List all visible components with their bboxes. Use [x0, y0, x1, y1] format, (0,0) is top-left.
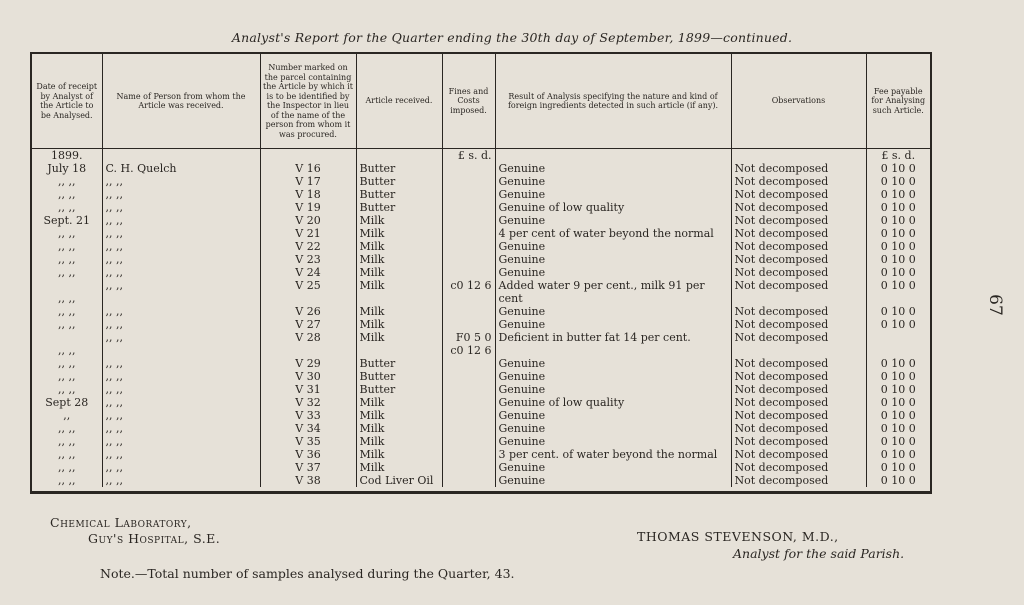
- cell-article: Milk: [356, 214, 442, 227]
- cell-article: [356, 292, 442, 305]
- cell-article: Milk: [356, 318, 442, 331]
- cell-observations: Not decomposed: [731, 448, 866, 461]
- cell-name: ,, ,,: [102, 318, 260, 331]
- cell-fee: [866, 344, 930, 357]
- cell-article: Milk: [356, 331, 442, 344]
- cell-fee: [866, 292, 930, 305]
- table-row: [32, 162, 930, 175]
- cell-result: [495, 344, 731, 357]
- cell-date: ,, ,,: [58, 305, 76, 318]
- cell-article: [356, 344, 442, 357]
- cell-number: [260, 292, 356, 305]
- cell-name: ,, ,,: [102, 409, 260, 422]
- header-observations: Observations: [731, 54, 866, 149]
- cell-number: V 30: [260, 370, 356, 383]
- cell-date: ,, ,,: [58, 318, 76, 331]
- analyst-name: THOMAS STEVENSON, M.D.,: [637, 529, 839, 544]
- table-row: [32, 305, 930, 318]
- cell-result: Genuine: [495, 422, 731, 435]
- cell-date: ,, ,,: [58, 175, 76, 188]
- cell-fines: [442, 318, 495, 331]
- year-label: 1899.: [51, 149, 83, 162]
- cell-result: Deficient in butter fat 14 per cent.: [495, 331, 731, 344]
- cell-article: Milk: [356, 253, 442, 266]
- table-row: [32, 331, 930, 344]
- cell-date: ,, ,,: [58, 474, 76, 487]
- cell-fee: 0 10 0: [866, 162, 930, 175]
- cell-fines: [442, 357, 495, 370]
- cell-fines: [442, 266, 495, 279]
- cell-date: ,, ,,: [58, 448, 76, 461]
- cell-fee: 0 10 0: [866, 461, 930, 474]
- cell-result: 4 per cent of water beyond the normal: [495, 227, 731, 240]
- cell-observations: Not decomposed: [731, 435, 866, 448]
- cell-name: ,, ,,: [102, 266, 260, 279]
- cell-observations: Not decomposed: [731, 461, 866, 474]
- cell-observations: Not decomposed: [731, 214, 866, 227]
- cell-date: ,, ,,: [58, 461, 76, 474]
- cell-article: Milk: [356, 227, 442, 240]
- cell-number: V 38: [260, 474, 356, 487]
- cell-date: ,, ,,: [58, 240, 76, 253]
- table-row: [32, 227, 930, 240]
- cell-result: Genuine: [495, 240, 731, 253]
- cell-name: ,, ,,: [102, 331, 260, 344]
- cell-fines: F0 5 0: [442, 331, 495, 344]
- cell-observations: Not decomposed: [731, 240, 866, 253]
- cell-date: ,, ,,: [58, 357, 76, 370]
- cell-fines: [442, 162, 495, 175]
- cell-number: V 26: [260, 305, 356, 318]
- table-row: [32, 409, 930, 422]
- cell-name: ,, ,,: [102, 188, 260, 201]
- cell-fee: 0 10 0: [866, 214, 930, 227]
- cell-fee: 0 10 0: [866, 383, 930, 396]
- cell-number: V 21: [260, 227, 356, 240]
- cell-fines: [442, 448, 495, 461]
- cell-fee: 0 10 0: [866, 305, 930, 318]
- fines-units: £ s. d.: [442, 149, 495, 163]
- cell-fee: 0 10 0: [866, 227, 930, 240]
- cell-article: Milk: [356, 461, 442, 474]
- cell-name: ,, ,,: [102, 279, 260, 292]
- table-row: [32, 188, 930, 201]
- cell-result: Genuine: [495, 409, 731, 422]
- cell-fines: [442, 214, 495, 227]
- note: Note.—Total number of samples analysed during the Quarter, 43.: [100, 566, 515, 581]
- cell-number: V 28: [260, 331, 356, 344]
- cell-result: Genuine: [495, 266, 731, 279]
- cell-number: V 25: [260, 279, 356, 292]
- cell-fines: [442, 474, 495, 487]
- cell-name: ,, ,,: [102, 396, 260, 409]
- table-row: [32, 266, 930, 279]
- cell-date: ,, ,,: [58, 201, 76, 214]
- cell-fee: 0 10 0: [866, 357, 930, 370]
- cell-name: ,, ,,: [102, 422, 260, 435]
- table-row: [32, 175, 930, 188]
- cell-number: V 32: [260, 396, 356, 409]
- cell-observations: Not decomposed: [731, 227, 866, 240]
- table-row: [32, 292, 930, 305]
- cell-date: ,, ,,: [58, 188, 76, 201]
- table-row: [32, 448, 930, 461]
- table-row: [32, 383, 930, 396]
- cell-observations: Not decomposed: [731, 409, 866, 422]
- lab-name: Chemical Laboratory,: [50, 515, 192, 530]
- cell-name: ,, ,,: [102, 357, 260, 370]
- cell-date: ,, ,,: [58, 253, 76, 266]
- cell-observations: Not decomposed: [731, 175, 866, 188]
- cell-result: Genuine of low quality: [495, 201, 731, 214]
- cell-article: Butter: [356, 201, 442, 214]
- cell-fee: 0 10 0: [866, 448, 930, 461]
- cell-fines: [442, 201, 495, 214]
- cell-date: ,,: [63, 409, 71, 422]
- cell-article: Butter: [356, 383, 442, 396]
- cell-number: V 31: [260, 383, 356, 396]
- header-fee: Fee payable for Analysing such Article.: [866, 54, 930, 149]
- cell-observations: Not decomposed: [731, 357, 866, 370]
- cell-fines: [442, 188, 495, 201]
- cell-observations: Not decomposed: [731, 253, 866, 266]
- cell-article: Butter: [356, 357, 442, 370]
- cell-observations: Not decomposed: [731, 188, 866, 201]
- cell-result: Genuine: [495, 461, 731, 474]
- table-row: [32, 344, 930, 357]
- cell-number: V 18: [260, 188, 356, 201]
- cell-result: Genuine: [495, 370, 731, 383]
- cell-observations: Not decomposed: [731, 422, 866, 435]
- cell-result: Added water 9 per cent., milk 91 per: [495, 279, 731, 292]
- cell-result: Genuine: [495, 253, 731, 266]
- cell-number: V 16: [260, 162, 356, 175]
- cell-fee: 0 10 0: [866, 370, 930, 383]
- cell-article: Milk: [356, 448, 442, 461]
- cell-observations: Not decomposed: [731, 201, 866, 214]
- table-row: [32, 396, 930, 409]
- header-name: Name of Person from whom the Article was received.: [102, 54, 260, 149]
- cell-fines: [442, 409, 495, 422]
- cell-fee: 0 10 0: [866, 318, 930, 331]
- table-row: [32, 435, 930, 448]
- cell-fines: [442, 305, 495, 318]
- table-header-row: [32, 54, 930, 149]
- cell-name: ,, ,,: [102, 201, 260, 214]
- cell-fee: 0 10 0: [866, 201, 930, 214]
- cell-result: Genuine: [495, 188, 731, 201]
- cell-date: July 18: [47, 162, 87, 175]
- cell-fines: c0 12 6: [442, 279, 495, 292]
- cell-number: V 23: [260, 253, 356, 266]
- cell-fee: 0 10 0: [866, 279, 930, 292]
- cell-name: ,, ,,: [102, 383, 260, 396]
- cell-fines: [442, 435, 495, 448]
- cell-observations: [731, 292, 866, 305]
- cell-fines: [442, 370, 495, 383]
- cell-date: ,, ,,: [58, 435, 76, 448]
- cell-name: ,, ,,: [102, 435, 260, 448]
- table-row: [32, 422, 930, 435]
- cell-observations: Not decomposed: [731, 305, 866, 318]
- cell-fee: 0 10 0: [866, 253, 930, 266]
- cell-observations: Not decomposed: [731, 396, 866, 409]
- table-row: [32, 461, 930, 474]
- cell-observations: Not decomposed: [731, 162, 866, 175]
- cell-fee: 0 10 0: [866, 474, 930, 487]
- cell-fee: [866, 331, 930, 344]
- cell-observations: Not decomposed: [731, 279, 866, 292]
- table-row: [32, 474, 930, 487]
- cell-article: Milk: [356, 435, 442, 448]
- cell-article: Milk: [356, 409, 442, 422]
- cell-number: V 27: [260, 318, 356, 331]
- subheader-row: [32, 149, 930, 163]
- cell-result: Genuine: [495, 305, 731, 318]
- cell-fines: [442, 175, 495, 188]
- cell-fee: 0 10 0: [866, 422, 930, 435]
- cell-result: Genuine: [495, 318, 731, 331]
- cell-fee: 0 10 0: [866, 175, 930, 188]
- cell-number: V 20: [260, 214, 356, 227]
- cell-fee: 0 10 0: [866, 266, 930, 279]
- table-row: [32, 214, 930, 227]
- report-table-frame: [30, 52, 932, 494]
- cell-fines: [442, 396, 495, 409]
- cell-result: Genuine: [495, 383, 731, 396]
- table-row: [32, 357, 930, 370]
- cell-number: V 33: [260, 409, 356, 422]
- page-number: 67: [985, 294, 1006, 316]
- header-article: Article received.: [356, 54, 442, 149]
- cell-article: Cod Liver Oil: [356, 474, 442, 487]
- page-title: Analyst's Report for the Quarter ending the 30th day of September, 1899—continued.: [231, 30, 793, 45]
- cell-fines: [442, 240, 495, 253]
- cell-article: Butter: [356, 370, 442, 383]
- cell-name: [102, 292, 260, 305]
- cell-article: Milk: [356, 396, 442, 409]
- cell-result: Genuine of low quality: [495, 396, 731, 409]
- cell-fines: [442, 461, 495, 474]
- cell-article: Milk: [356, 305, 442, 318]
- cell-date: [32, 331, 102, 344]
- cell-article: Milk: [356, 279, 442, 292]
- cell-name: ,, ,,: [102, 253, 260, 266]
- cell-article: Butter: [356, 162, 442, 175]
- table-row: [32, 318, 930, 331]
- cell-number: V 24: [260, 266, 356, 279]
- cell-result: Genuine: [495, 357, 731, 370]
- cell-date: ,, ,,: [58, 227, 76, 240]
- cell-name: ,, ,,: [102, 305, 260, 318]
- cell-number: V 35: [260, 435, 356, 448]
- cell-fines: [442, 292, 495, 305]
- table-row: [32, 370, 930, 383]
- cell-article: Butter: [356, 175, 442, 188]
- table-row: [32, 279, 930, 292]
- cell-name: ,, ,,: [102, 227, 260, 240]
- cell-name: C. H. Quelch: [102, 162, 260, 175]
- cell-observations: Not decomposed: [731, 474, 866, 487]
- cell-article: Butter: [356, 188, 442, 201]
- header-date: Date of receipt by Analyst of the Article to be Analysed.: [32, 54, 102, 149]
- table-row: [32, 240, 930, 253]
- cell-date: ,, ,,: [58, 370, 76, 383]
- table-row: [32, 201, 930, 214]
- cell-fee: 0 10 0: [866, 240, 930, 253]
- cell-date: [32, 279, 102, 292]
- cell-fee: 0 10 0: [866, 188, 930, 201]
- cell-name: ,, ,,: [102, 474, 260, 487]
- cell-date: ,, ,,: [58, 344, 76, 357]
- header-number: Number marked on the parcel containing the Article by which it is to be identified by the Inspector in lieu of the name of the person from whom it was procured.: [260, 54, 356, 149]
- cell-observations: Not decomposed: [731, 318, 866, 331]
- cell-article: Milk: [356, 266, 442, 279]
- cell-number: V 22: [260, 240, 356, 253]
- cell-observations: Not decomposed: [731, 331, 866, 344]
- fee-units: £ s. d.: [866, 149, 930, 163]
- cell-fee: 0 10 0: [866, 396, 930, 409]
- cell-observations: Not decomposed: [731, 370, 866, 383]
- cell-name: ,, ,,: [102, 448, 260, 461]
- cell-name: ,, ,,: [102, 240, 260, 253]
- cell-observations: [731, 344, 866, 357]
- cell-result: Genuine: [495, 214, 731, 227]
- cell-observations: Not decomposed: [731, 266, 866, 279]
- cell-number: V 29: [260, 357, 356, 370]
- analyst-title: Analyst for the said Parish.: [733, 546, 905, 561]
- cell-result: Genuine: [495, 175, 731, 188]
- cell-number: V 37: [260, 461, 356, 474]
- cell-name: ,, ,,: [102, 370, 260, 383]
- header-fines: Fines and Costs imposed.: [442, 54, 495, 149]
- cell-fines: [442, 422, 495, 435]
- cell-number: V 17: [260, 175, 356, 188]
- cell-result: 3 per cent. of water beyond the normal: [495, 448, 731, 461]
- cell-date: Sept 28: [45, 396, 89, 409]
- cell-date: Sept. 21: [43, 214, 90, 227]
- lab-address: Guy's Hospital, S.E.: [88, 531, 221, 546]
- cell-name: [102, 344, 260, 357]
- cell-fee: 0 10 0: [866, 435, 930, 448]
- cell-number: V 36: [260, 448, 356, 461]
- cell-date: ,, ,,: [58, 383, 76, 396]
- cell-result: Genuine: [495, 474, 731, 487]
- cell-fines: [442, 253, 495, 266]
- cell-article: Milk: [356, 240, 442, 253]
- cell-name: ,, ,,: [102, 214, 260, 227]
- cell-fines: c0 12 6: [442, 344, 495, 357]
- cell-observations: Not decomposed: [731, 383, 866, 396]
- cell-fee: 0 10 0: [866, 409, 930, 422]
- cell-fines: [442, 383, 495, 396]
- analysis-report-table: [32, 54, 930, 487]
- cell-date: ,, ,,: [58, 266, 76, 279]
- cell-date: ,, ,,: [58, 292, 76, 305]
- cell-result: Genuine: [495, 162, 731, 175]
- cell-number: V 34: [260, 422, 356, 435]
- cell-fines: [442, 227, 495, 240]
- cell-number: V 19: [260, 201, 356, 214]
- cell-number: [260, 344, 356, 357]
- cell-result: Genuine: [495, 435, 731, 448]
- cell-name: ,, ,,: [102, 461, 260, 474]
- table-row: [32, 253, 930, 266]
- cell-article: Milk: [356, 422, 442, 435]
- cell-result: cent: [495, 292, 731, 305]
- cell-date: ,, ,,: [58, 422, 76, 435]
- cell-name: ,, ,,: [102, 175, 260, 188]
- header-result: Result of Analysis specifying the nature and kind of foreign ingredients detected in such article (if any).: [495, 54, 731, 149]
